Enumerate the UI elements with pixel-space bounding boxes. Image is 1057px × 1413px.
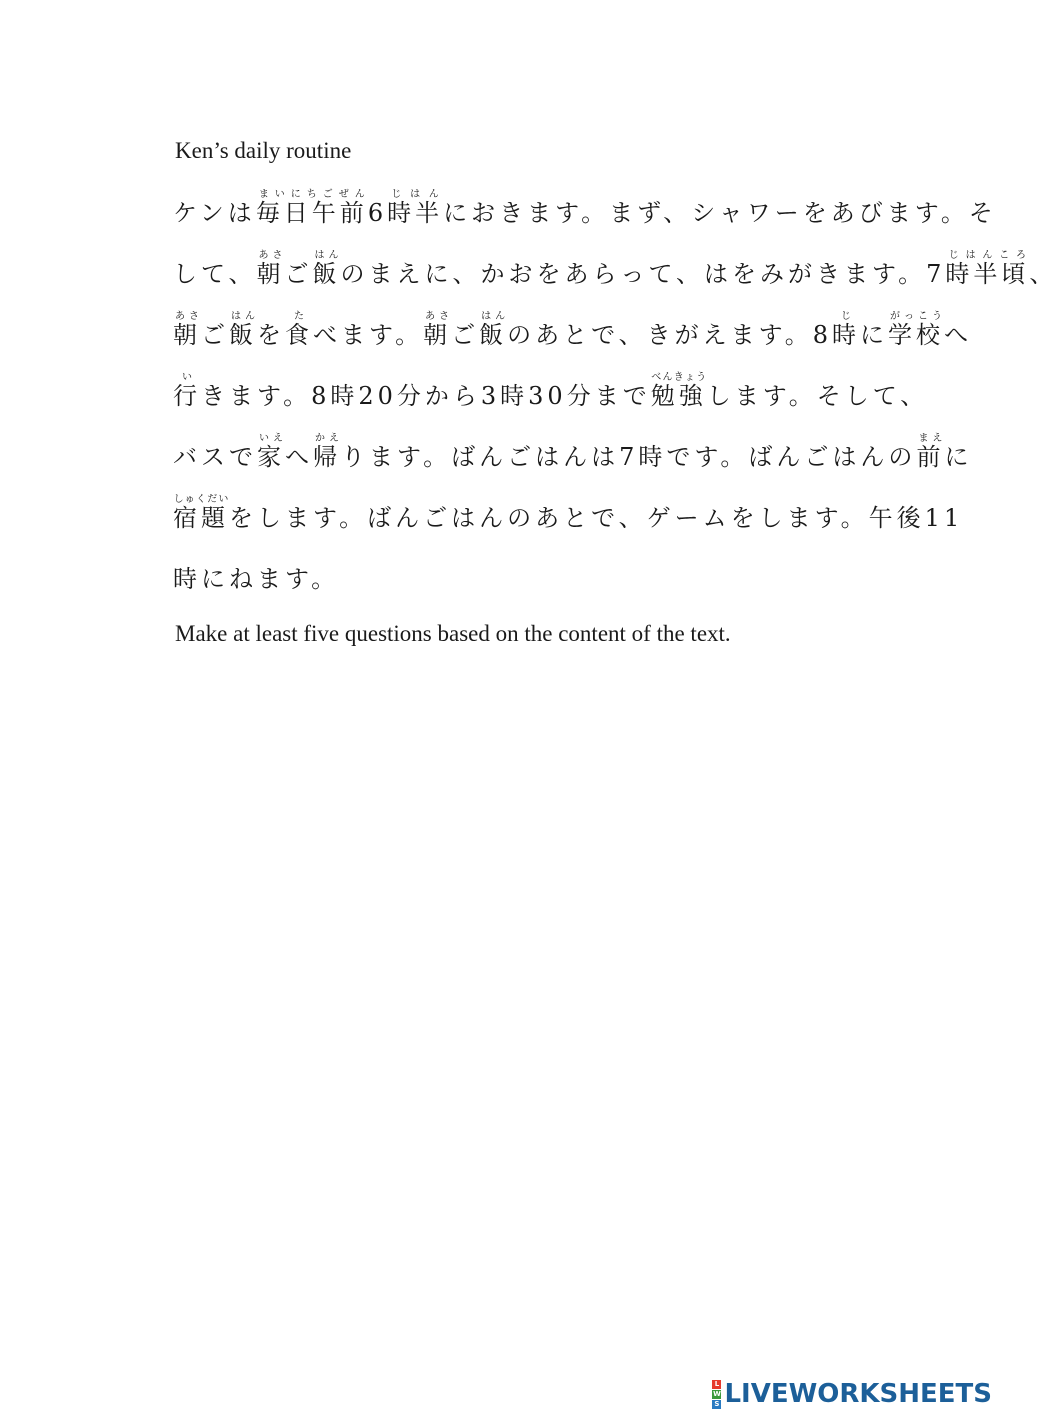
furigana-word [255,189,368,227]
instruction-text: Make at least five questions based on the content of the text. [175,621,731,646]
furigana-reading: はん [229,311,257,322]
kanji-text: 行 [173,382,201,410]
logo-block-icon: S [714,1399,720,1408]
furigana-word [256,250,285,288]
kanji-text: 帰 [313,443,341,471]
logo-block-icon: L [712,1380,721,1389]
passage-text: きます。8時20分から3時30分まで [201,382,651,410]
reading-passage [173,165,1057,593]
passage-text: ケンは [173,199,256,227]
passage-line [173,165,997,227]
passage-line [173,348,929,410]
kanji-text: 飯 [229,321,257,349]
liveworksheets-logo [712,1379,992,1409]
furigana-word [173,311,201,349]
furigana-word [257,433,285,471]
furigana-word [312,250,341,288]
passage-text: を [257,321,285,349]
furigana-reading: がっこう [887,311,944,322]
passage-text: 時にねます。 [173,565,340,593]
furigana-reading: あさ [423,311,452,322]
furigana-word [285,311,313,349]
kanji-text: 食 [285,321,313,349]
furigana-word [650,372,707,410]
passage-text: へ [285,443,313,471]
passage-text: におきます。まず、シャワーをあびます。そ [443,199,997,227]
passage-text: ご [284,260,313,288]
kanji-text: 時半 [387,199,444,227]
furigana-reading: まいにちごぜん [255,189,368,200]
furigana-reading: あさ [173,311,201,322]
passage-text: のあとで、きがえます。8 [507,321,832,349]
passage-text: ご [451,321,480,349]
kanji-text: 家 [257,443,285,471]
document-title: Ken’s daily routine [175,138,352,163]
kanji-text: 朝 [423,321,452,349]
passage-text: に [944,443,973,471]
passage-line [173,470,964,532]
passage-text: 6 [367,199,388,227]
passage-text: ご [201,321,229,349]
kanji-text: 宿題 [173,504,229,532]
furigana-word [945,250,1030,288]
passage-text: に [859,321,888,349]
furigana-reading: い [173,372,201,383]
passage-text: べます。 [313,321,424,349]
passage-text: バスで [173,443,257,471]
kanji-text: 毎日午前 [255,199,368,227]
passage-text: 、 [1029,260,1057,288]
passage-text: をします。ばんごはんのあとで、ゲームをします。午後11 [229,504,964,532]
furigana-reading: じはん [387,189,444,200]
passage-text: して、 [173,260,257,288]
furigana-reading: はん [312,250,341,261]
furigana-reading: かえ [313,433,341,444]
furigana-reading: いえ [257,433,285,444]
kanji-text: 飯 [479,321,508,349]
passage-text: へ [943,321,972,349]
furigana-reading: た [285,311,313,322]
passage-text: のまえに、かおをあらって、はをみがきます。7 [340,260,946,288]
kanji-text: 時半頃 [945,260,1030,288]
passage-line [173,531,893,592]
kanji-text: 時 [831,321,860,349]
furigana-word [887,311,944,349]
furigana-word [173,372,201,410]
passage-text: します。そして、 [706,382,929,410]
kanji-text: 朝 [256,260,285,288]
passage-line [173,226,1057,288]
furigana-word [387,189,444,227]
kanji-text: 飯 [312,260,341,288]
liveworksheets-icon [712,1380,721,1409]
furigana-reading: あさ [256,250,285,261]
furigana-word [916,433,945,471]
furigana-reading: はん [479,311,508,322]
kanji-text: 勉強 [650,382,707,410]
furigana-reading: じはんころ [945,250,1030,261]
furigana-word [831,311,860,349]
logo-block-icon: W [713,1389,721,1398]
brand-name: LIVEWORKSHEETS [724,1379,992,1409]
furigana-reading: しゅくだい [173,494,229,505]
passage-line [173,409,973,471]
furigana-word [313,433,341,471]
furigana-word [173,494,229,532]
furigana-reading: べんきょう [650,372,707,383]
furigana-word [479,311,508,349]
kanji-text: 前 [916,443,945,471]
furigana-word [229,311,257,349]
furigana-reading: じ [831,311,860,322]
kanji-text: 朝 [173,321,201,349]
kanji-text: 学校 [887,321,944,349]
passage-text: ります。ばんごはんは7時です。ばんごはんの [341,443,917,471]
furigana-reading: まえ [916,433,945,444]
passage-line [173,287,972,349]
furigana-word [423,311,452,349]
